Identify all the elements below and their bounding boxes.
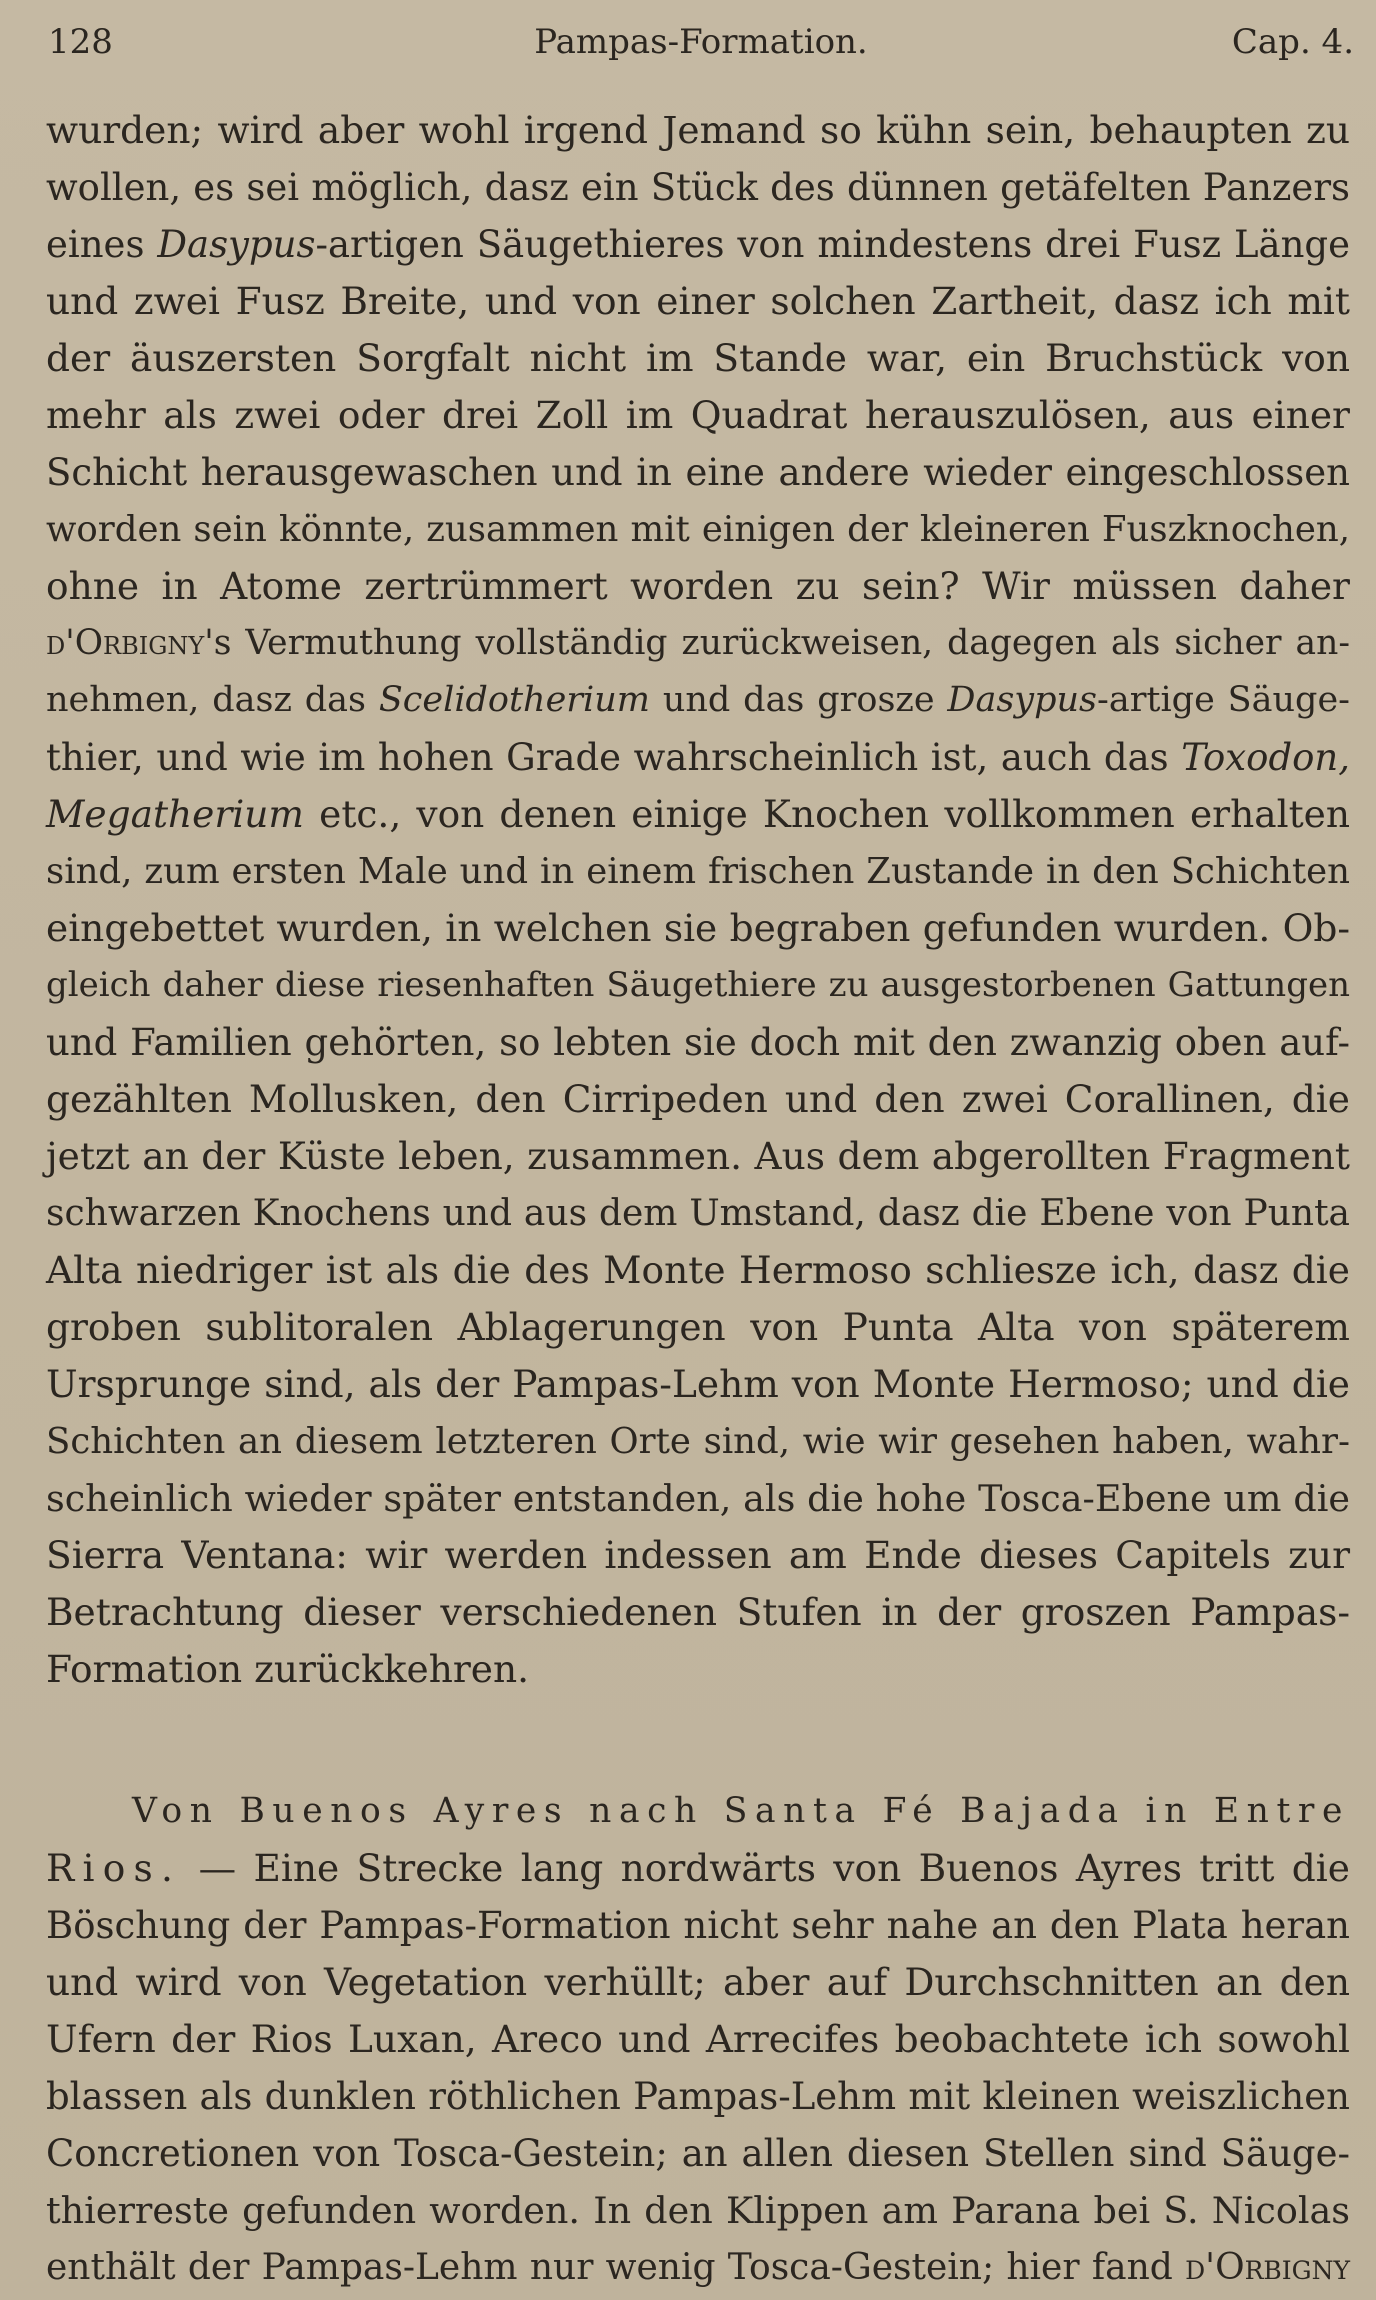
taxon-name: Megatherium <box>46 792 304 836</box>
text-line <box>46 729 1350 786</box>
text-line <box>46 2239 1350 2296</box>
text-line: Formation zurückkehren. <box>46 1647 530 1691</box>
text-line: Betrachtung dieser verschiedenen Stufen in der groszen Pampas- <box>46 1590 1350 1634</box>
text-line <box>46 615 1350 672</box>
text-line: eingebettet wurden, in welchen sie begraben gefunden wurden. Ob- <box>46 906 1350 950</box>
section-heading: Von Buenos Ayres nach Santa Fé Bajada in Entre <box>132 1791 1350 1831</box>
text-line: gleich daher diese riesenhaften Säugethiere zu ausgestorbenen Gattungen <box>46 965 1350 1005</box>
taxon-name: Dasypus <box>157 223 316 266</box>
text-run: thier, und wie im hohen Grade wahrscheinlich ist, auch das <box>46 736 1182 779</box>
text-line: Schichten an diesem letzteren Orte sind, wie wir gesehen haben, wahr- <box>46 1421 1350 1462</box>
text-line: und Familien gehörten, so lebten sie doch mit den zwanzig oben auf- <box>46 1021 1350 1064</box>
text-line: der äuszersten Sorgfalt nicht im Stande war, ein Bruchstück von <box>46 336 1350 380</box>
text-run: etc., von denen einige Knochen vollkommen erhalten <box>304 792 1350 836</box>
text-run: -artige Säuge- <box>1097 680 1350 720</box>
body-text <box>46 102 1350 2296</box>
taxon-name: Toxodon, <box>1181 736 1350 779</box>
taxon-name: Dasypus <box>947 680 1097 720</box>
text-run: 's Vermuthung vollständig zurückweisen, dagegen als sicher an- <box>204 623 1350 663</box>
text-line: groben sublitoralen Ablagerungen von Punta Alta von späterem <box>46 1305 1350 1349</box>
text-line: und zwei Fusz Breite, und von einer solchen Zartheit, dasz ich mit <box>46 279 1350 323</box>
text-line: jetzt an der Küste leben, zusammen. Aus dem abgerollten Fragment <box>46 1134 1350 1178</box>
text-line: Böschung der Pampas-Formation nicht sehr nahe an den Plata heran <box>46 1904 1350 1947</box>
text-line <box>46 1840 1350 1897</box>
text-line: Concretionen von Tosca-Gestein; an allen diesen Stellen sind Säuge- <box>46 2132 1350 2175</box>
text-line: gezählten Mollusken, den Cirripeden und den zwei Corallinen, die <box>46 1077 1350 1121</box>
running-head <box>48 20 1354 64</box>
text-line: Ufern der Rios Luxan, Areco und Arrecifes beobachtete ich sowohl <box>46 2017 1350 2061</box>
text-line: mehr als zwei oder drei Zoll im Quadrat herauszulösen, aus einer <box>46 393 1350 437</box>
text-run: und das grosze <box>649 680 948 720</box>
text-line: wurden; wird aber wohl irgend Jemand so kühn sein, behaupten zu <box>46 108 1350 152</box>
text-line: scheinlich wieder später entstanden, als die hohe Tosca-Ebene um die <box>46 1477 1350 1520</box>
text-line: und wird von Vegetation verhüllt; aber auf Durchschnitten an den <box>46 1960 1350 2004</box>
author-name: d'Orbigny <box>46 623 205 663</box>
text-run: — Eine Strecke lang nordwärts von Buenos Ayres tritt die <box>181 1846 1350 1890</box>
text-run: eines <box>46 223 158 266</box>
paragraph-2 <box>46 1783 1350 2296</box>
text-line: ohne in Atome zertrümmert worden zu sein? Wir müssen daher <box>46 564 1350 608</box>
text-run: -artigen Säugethieres von mindestens drei Fusz Länge <box>315 223 1350 266</box>
text-line: sind, zum ersten Male und in einem frischen Zustande in den Schichten <box>46 851 1350 892</box>
taxon-name: Scelidotherium <box>378 680 650 720</box>
text-line: Alta niedriger ist als die des Monte Hermoso schliesze ich, dasz die <box>46 1248 1350 1292</box>
chapter-reference: Cap. 4. <box>1231 22 1354 62</box>
text-line <box>46 672 1350 729</box>
text-line: wollen, es sei möglich, dasz ein Stück des dünnen getäfelten Panzers <box>46 166 1350 209</box>
page-number: 128 <box>48 22 113 62</box>
text-line: schwarzen Knochens und aus dem Umstand, dasz die Ebene von Punta <box>46 1193 1350 1234</box>
running-title: Pampas-Formation. <box>534 22 868 62</box>
paragraph-1 <box>46 102 1350 1698</box>
text-line: Ursprunge sind, als der Pampas-Lehm von Monte Hermoso; und die <box>46 1362 1350 1406</box>
section-heading-end: Rios. <box>46 1846 182 1890</box>
text-line: blassen als dunklen röthlichen Pampas-Lehm mit kleinen weiszlichen <box>46 2075 1350 2118</box>
text-line <box>46 786 1350 843</box>
text-line: thierreste gefunden worden. In den Klippen am Parana bei S. Nicolas <box>46 2189 1350 2232</box>
text-line <box>46 216 1350 273</box>
text-run: nehmen, dasz das <box>46 680 379 720</box>
section-heading-line <box>46 1783 1350 1840</box>
text-line: Sierra Ventana: wir werden indessen am Ende dieses Capitels zur <box>46 1533 1350 1577</box>
author-name: d'Orbigny <box>1185 2247 1350 2288</box>
text-run: enthält der Pampas-Lehm nur wenig Tosca-Gestein; hier fand <box>46 2247 1186 2288</box>
text-line: Schicht herausgewaschen und in eine andere wieder eingeschlossen <box>46 451 1350 494</box>
text-line: worden sein könnte, zusammen mit einigen der kleineren Fuszknochen, <box>46 509 1350 550</box>
